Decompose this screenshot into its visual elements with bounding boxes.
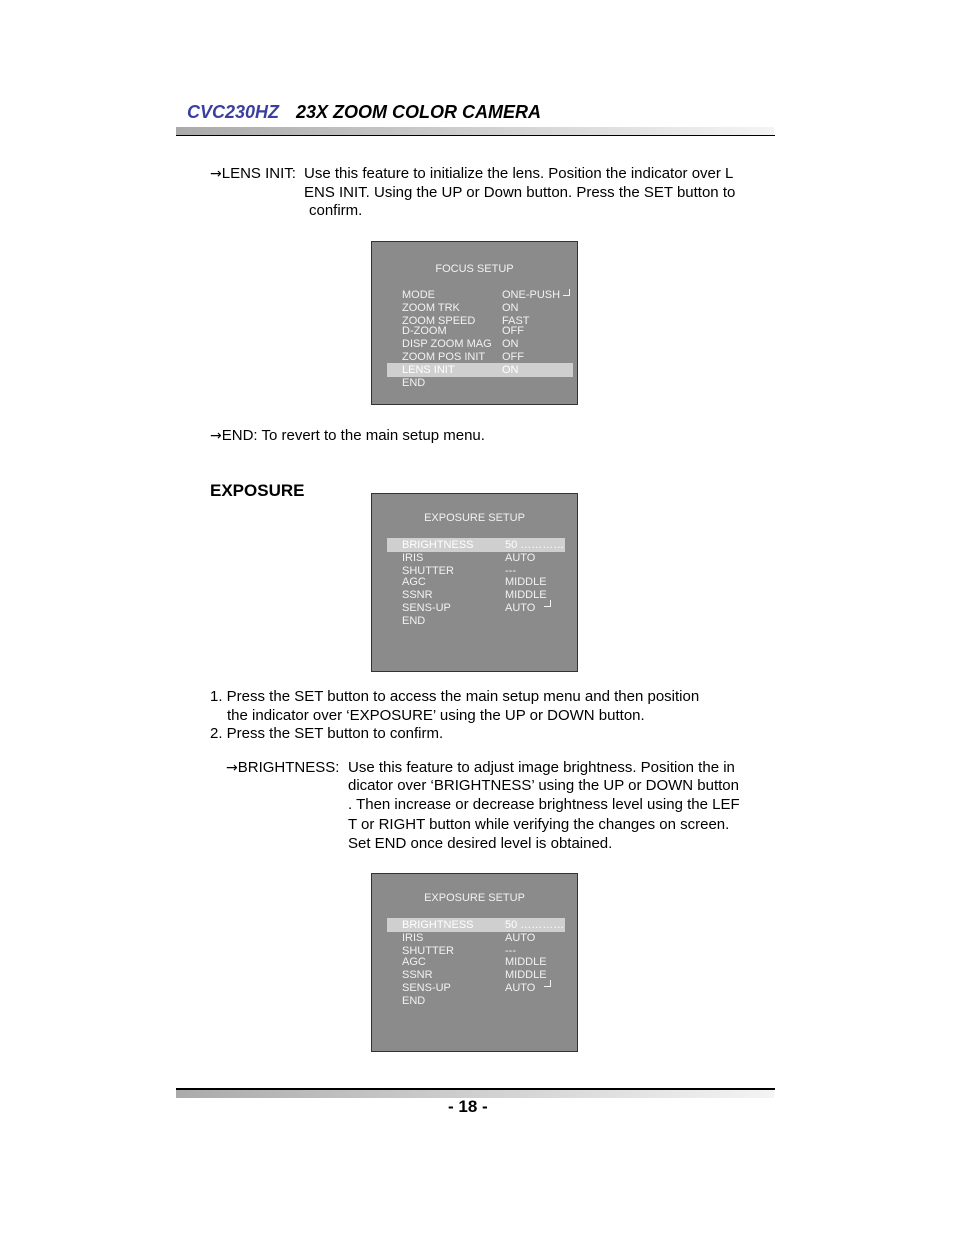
arrow-icon: → bbox=[210, 166, 222, 182]
enter-icon bbox=[544, 600, 551, 607]
exposure-setup-screen-1 bbox=[371, 493, 578, 672]
header-model: CVC230HZ bbox=[187, 102, 280, 122]
exposure-row-sens-up: SENS-UP AUTO bbox=[402, 982, 536, 994]
step-2: 2. Press the SET button to confirm. bbox=[210, 725, 444, 742]
header-rule bbox=[176, 135, 775, 136]
header-title: 23X ZOOM COLOR CAMERA bbox=[296, 102, 542, 122]
exposure-row-agc: AGC MIDDLE bbox=[402, 956, 547, 968]
focus-row-d-zoom: D-ZOOM OFF bbox=[402, 325, 524, 337]
lens-init-desc-line-3: confirm. bbox=[309, 202, 363, 219]
enter-icon bbox=[544, 980, 551, 987]
exposure-row-end: END bbox=[402, 995, 426, 1007]
exposure-row-sens-up: SENS-UP AUTO bbox=[402, 602, 536, 614]
lens-init-desc-line-2: ENS INIT. Using the UP or Down button. Press the SET button to bbox=[304, 184, 736, 201]
exposure-row-ssnr: SSNR MIDDLE bbox=[402, 589, 547, 601]
end-label: END: bbox=[221, 427, 258, 444]
exposure-row-shutter: SHUTTER --- bbox=[402, 565, 516, 577]
exposure-row-shutter: SHUTTER --- bbox=[402, 945, 516, 957]
step-1-line-2: the indicator over ‘EXPOSURE’ using the UP or DOWN button. bbox=[227, 707, 645, 724]
exposure-setup-title: EXPOSURE SETUP bbox=[424, 512, 525, 524]
focus-row-zoom-trk: ZOOM TRK ON bbox=[402, 302, 519, 314]
focus-row-zoom-pos-init: ZOOM POS INIT OFF bbox=[402, 351, 524, 363]
brightness-term bbox=[226, 758, 339, 778]
end-item bbox=[210, 426, 485, 446]
exposure-setup-screen-2 bbox=[371, 873, 578, 1052]
focus-setup-title: FOCUS SETUP bbox=[435, 263, 514, 275]
focus-setup-screen bbox=[371, 241, 578, 405]
exposure-row-brightness: BRIGHTNESS 50 ………… bbox=[402, 919, 565, 931]
focus-row-disp-zoom-mag: DISP ZOOM MAG ON bbox=[402, 338, 519, 350]
exposure-heading: EXPOSURE bbox=[210, 481, 305, 500]
focus-row-zoom-speed: ZOOM SPEED FAST bbox=[402, 315, 530, 327]
end-desc: To revert to the main setup menu. bbox=[261, 427, 485, 444]
exposure-row-brightness: BRIGHTNESS 50 ………… bbox=[402, 539, 565, 551]
brightness-desc-line-2: dicator over ‘BRIGHTNESS’ using the UP or DOWN button bbox=[348, 777, 739, 794]
arrow-icon: → bbox=[210, 428, 222, 444]
exposure-row-agc: AGC MIDDLE bbox=[402, 576, 547, 588]
lens-init-desc-line-1: Use this feature to initialize the lens. Position the indicator over L bbox=[304, 165, 734, 182]
brightness-desc-line-4: T or RIGHT button while verifying the changes on screen. bbox=[348, 816, 730, 833]
brightness-desc-line-1: Use this feature to adjust image brightness. Position the in bbox=[348, 759, 735, 776]
brightness-desc-line-5: Set END once desired level is obtained. bbox=[348, 835, 613, 852]
exposure-row-ssnr: SSNR MIDDLE bbox=[402, 969, 547, 981]
brightness-label: BRIGHTNESS: bbox=[237, 759, 340, 776]
exposure-row-iris: IRIS AUTO bbox=[402, 932, 536, 944]
step-1-line-1: 1. Press the SET button to access the main setup menu and then position bbox=[210, 688, 700, 705]
focus-row-end: END bbox=[402, 377, 426, 389]
brightness-desc-line-3: . Then increase or decrease brightness level using the LEF bbox=[348, 796, 740, 813]
page-number: - 18 - bbox=[448, 1097, 488, 1116]
enter-icon bbox=[563, 289, 570, 296]
arrow-icon: → bbox=[226, 760, 238, 776]
focus-row-mode: MODE ONE-PUSH bbox=[402, 289, 561, 301]
lens-init-label: LENS INIT: bbox=[221, 165, 296, 182]
exposure-setup-title: EXPOSURE SETUP bbox=[424, 892, 525, 904]
header-gradient-bar bbox=[176, 127, 774, 135]
exposure-row-end: END bbox=[402, 615, 426, 627]
focus-row-lens-init: LENS INIT ON bbox=[402, 364, 519, 376]
lens-init-term bbox=[210, 164, 296, 184]
exposure-row-iris: IRIS AUTO bbox=[402, 552, 536, 564]
